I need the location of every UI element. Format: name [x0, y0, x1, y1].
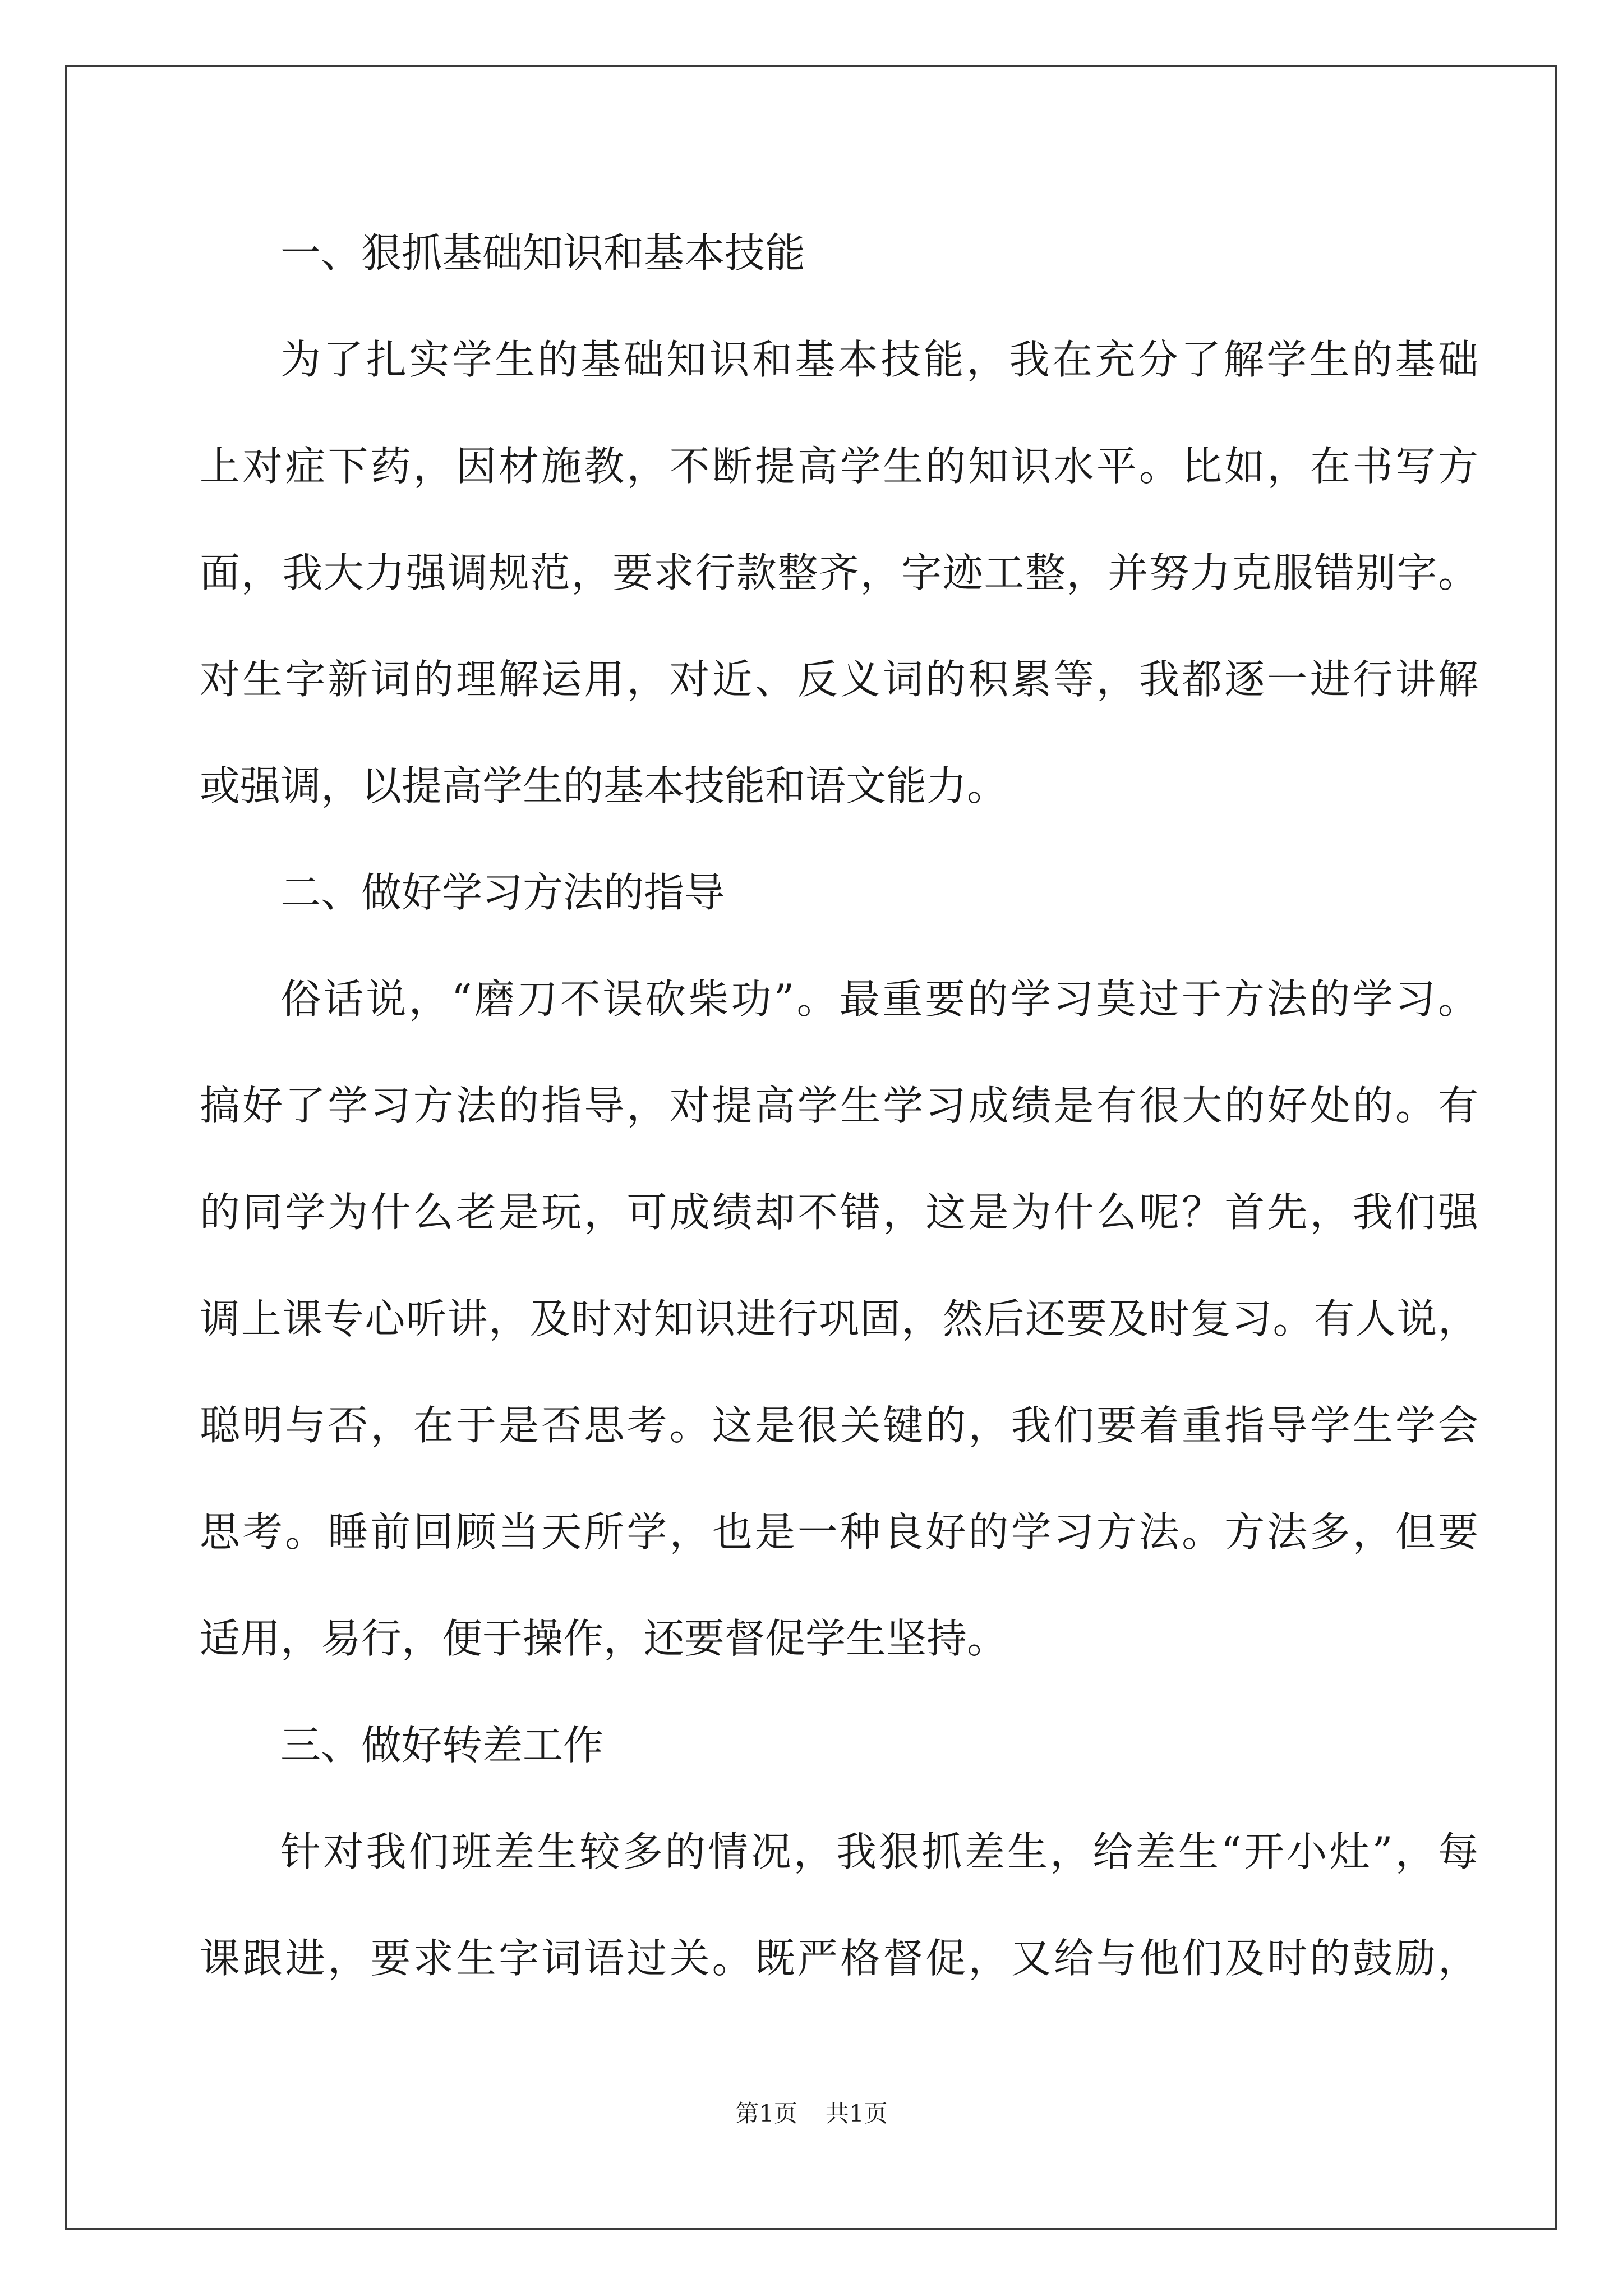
section-heading-1: 一、狠抓基础知识和基本技能 — [280, 229, 806, 277]
section-heading-3: 三、做好转差工作 — [280, 1722, 604, 1769]
page-number-current: 第1页 — [735, 2100, 797, 2127]
paragraph-line: 适用，易行，便于操作，还要督促学生坚持。 — [200, 1615, 1008, 1662]
document-body — [200, 200, 1478, 2012]
paragraph-line: 或强调，以提高学生的基本技能和语文能力。 — [200, 762, 1008, 809]
section-heading-2: 二、做好学习方法的指导 — [280, 869, 725, 916]
paragraph-line: 对生字新词的理解运用，对近、反义词的积累等，我都逐一进行讲解 — [200, 656, 1478, 703]
paragraph-line: 上对症下药，因材施教，不断提高学生的知识水平。比如，在书写方 — [200, 443, 1478, 490]
paragraph-line: 面，我大力强调规范，要求行款整齐，字迹工整，并努力克服错别字。 — [200, 549, 1478, 596]
paragraph-line: 搞好了学习方法的指导，对提高学生学习成绩是有很大的好处的。有 — [200, 1082, 1478, 1129]
paragraph-line: 的同学为什么老是玩，可成绩却不错，这是为什么呢？首先，我们强 — [200, 1189, 1478, 1236]
page-footer — [0, 2095, 1623, 2129]
page-number-total: 共1页 — [826, 2100, 888, 2127]
paragraph-line: 为了扎实学生的基础知识和基本技能，我在充分了解学生的基础 — [280, 336, 1478, 383]
paragraph-line: 课跟进，要求生字词语过关。既严格督促，又给与他们及时的鼓励， — [200, 1935, 1478, 1982]
paragraph-line: 针对我们班差生较多的情况，我狠抓差生，给差生“开小灶”，每 — [280, 1828, 1478, 1875]
paragraph-line: 俗话说，“磨刀不误砍柴功”。最重要的学习莫过于方法的学习。 — [280, 976, 1478, 1023]
paragraph-line: 调上课专心听讲，及时对知识进行巩固，然后还要及时复习。有人说， — [200, 1295, 1478, 1342]
paragraph-line: 聪明与否，在于是否思考。这是很关键的，我们要着重指导学生学会 — [200, 1402, 1478, 1449]
paragraph-line: 思考。睡前回顾当天所学，也是一种良好的学习方法。方法多，但要 — [200, 1508, 1478, 1556]
